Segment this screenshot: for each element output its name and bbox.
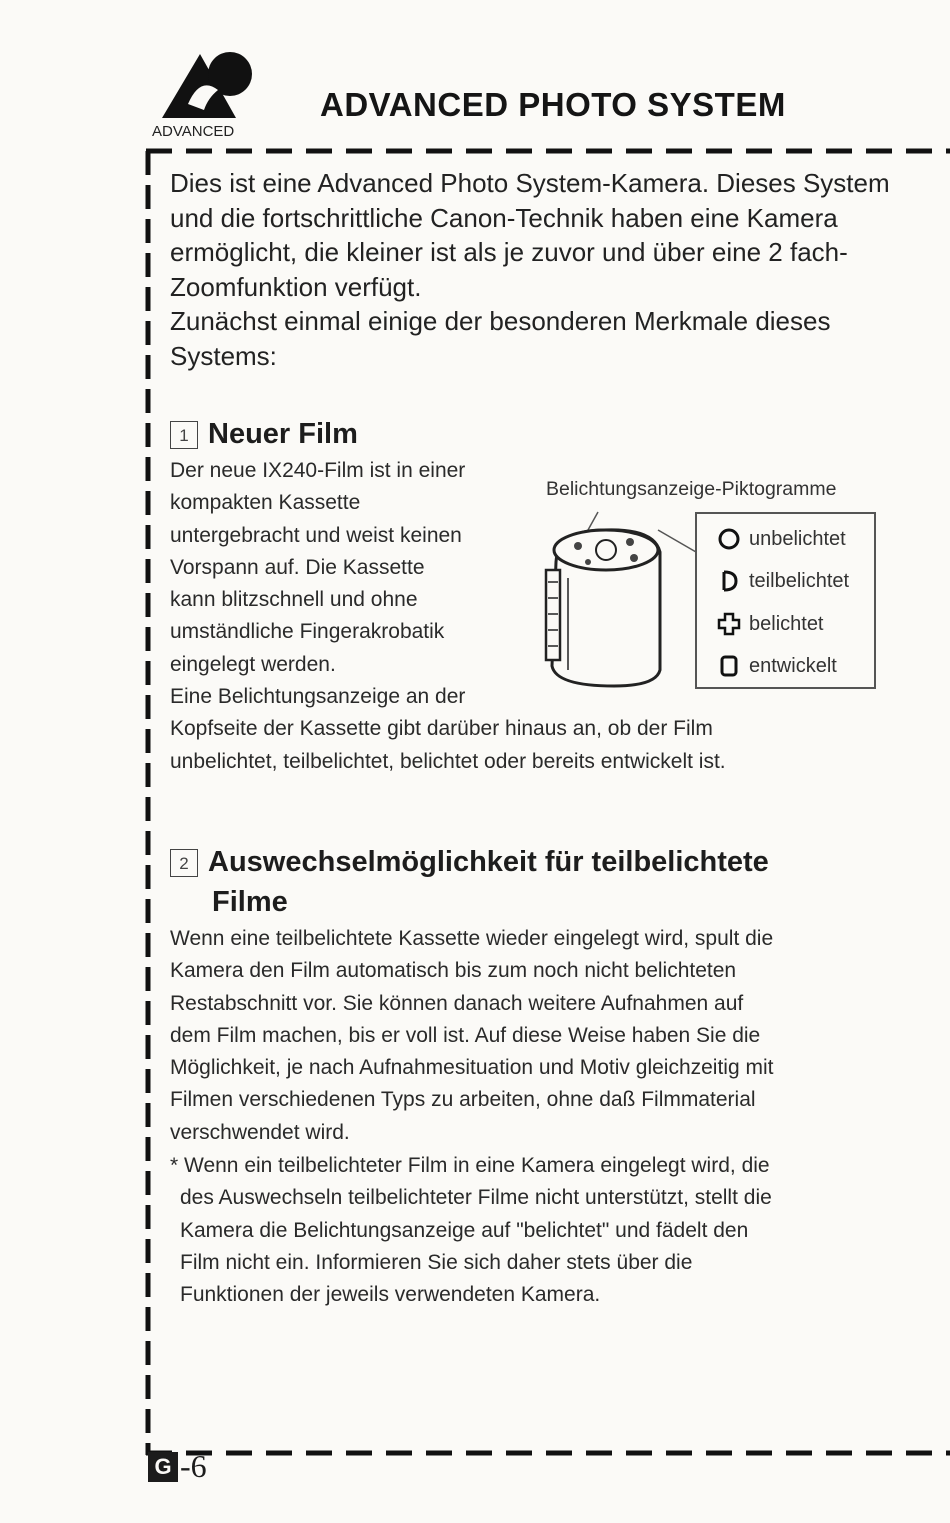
section2-title: Auswechselmöglichkeit für teilbelichtete <box>208 846 769 878</box>
pictogram-caption: Belichtungsanzeige-Piktogramme <box>546 478 837 500</box>
language-badge: G <box>148 1452 178 1482</box>
legend-row-partially-exposed <box>717 566 849 596</box>
intro-paragraph: Zunächst einmal einige der besonderen Merkmale dieses Systems: <box>170 306 831 371</box>
text-line: Möglichkeit, je nach Aufnahmesituation und Motiv gleichzeitig mit <box>170 1056 774 1080</box>
section1-title: Neuer Film <box>208 418 358 450</box>
text-line: untergebracht und weist keinen <box>170 523 462 547</box>
legend-row-developed <box>717 651 837 681</box>
text-line: unbelichtet, teilbelichtet, belichtet oder bereits entwickelt ist. <box>170 749 726 773</box>
legend-label: entwickelt <box>749 654 837 677</box>
legend-label: unbelichtet <box>749 527 846 550</box>
cross-icon <box>717 612 741 636</box>
legend-label: teilbelichtet <box>749 569 850 592</box>
text-line: Der neue IX240-Film ist in einer <box>170 459 466 482</box>
section2-title-continued: Filme <box>212 886 288 918</box>
note-line: Kamera die Belichtungsanzeige auf "belichtet" und fädelt den <box>180 1218 749 1242</box>
text-line: umständliche Fingerakrobatik <box>170 620 445 644</box>
text-line: Wenn eine teilbelichtete Kassette wieder eingelegt wird, spult die <box>170 927 774 950</box>
text-line: Kamera den Film automatisch bis zum noch nicht belichteten <box>170 959 737 983</box>
half-circle-icon <box>717 569 741 593</box>
text-line: Vorspann auf. Die Kassette <box>170 555 425 579</box>
section-number-box: 1 <box>170 421 198 449</box>
intro-text <box>170 166 930 373</box>
page-number <box>148 1448 207 1485</box>
circle-icon <box>717 527 741 551</box>
note-line: * Wenn ein teilbelichteter Film in eine Kamera eingelegt wird, die <box>170 1154 770 1177</box>
text-line: kann blitzschnell und ohne <box>170 588 418 612</box>
advanced-photo-system-logo <box>148 46 278 142</box>
text-line: eingelegt werden. <box>170 652 336 676</box>
legend-label: belichtet <box>749 612 824 635</box>
section2-heading <box>170 846 769 879</box>
page-title: ADVANCED PHOTO SYSTEM <box>320 86 786 123</box>
text-line: Kopfseite der Kassette gibt darüber hinaus an, ob der Film <box>170 717 713 741</box>
section2-body <box>170 923 773 1149</box>
section-number-box: 2 <box>170 849 198 877</box>
section2-note <box>170 1150 772 1311</box>
text-line: verschwendet wird. <box>170 1120 350 1144</box>
intro-paragraph: Dies ist eine Advanced Photo System-Kamera. Dieses System und die fortschrittliche Canon-Technik haben eine Kamera ermöglicht, die kleiner ist als je zuvor und über eine 2 fach-Zoomfunktion verfügt. <box>170 168 890 302</box>
text-line: Eine Belichtungsanzeige an der <box>170 685 466 709</box>
logo-text: ADVANCED <box>152 123 235 140</box>
page-number-text: -6 <box>180 1448 207 1484</box>
section1-heading <box>170 418 358 451</box>
legend-row-unexposed <box>717 524 846 554</box>
note-line: Funktionen der jeweils verwendeten Kamera. <box>180 1283 601 1307</box>
text-line: Restabschnitt vor. Sie können danach weitere Aufnahmen auf <box>170 991 744 1015</box>
text-line: dem Film machen, bis er voll ist. Auf diese Weise haben Sie die <box>170 1023 761 1047</box>
text-line: Filmen verschiedenen Typs zu arbeiten, ohne daß Filmmaterial <box>170 1088 756 1112</box>
legend-row-exposed <box>717 609 824 639</box>
film-cartridge-illustration <box>538 500 708 692</box>
pictogram-legend <box>695 512 876 689</box>
rectangle-icon <box>717 654 741 678</box>
note-line: des Auswechseln teilbelichteter Filme nicht unterstützt, stellt die <box>180 1186 772 1210</box>
note-line: Film nicht ein. Informieren Sie sich daher stets über die <box>180 1250 693 1274</box>
text-line: kompakten Kassette <box>170 491 361 515</box>
